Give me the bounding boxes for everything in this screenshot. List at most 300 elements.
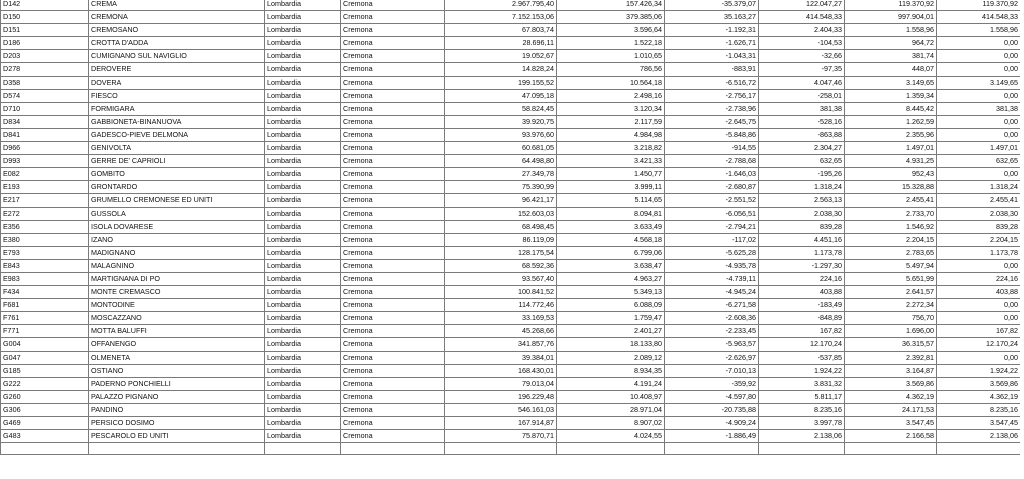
table-cell[interactable]: 58.824,45 (445, 102, 557, 115)
table-cell[interactable]: 28.971,04 (557, 403, 665, 416)
table-cell[interactable]: MARTIGNANA DI PO (89, 272, 265, 285)
table-cell[interactable]: -117,02 (665, 233, 759, 246)
table-cell[interactable]: Cremona (341, 50, 445, 63)
table-cell[interactable]: 196.229,48 (445, 390, 557, 403)
table-cell[interactable]: 1.558,96 (845, 24, 937, 37)
table-cell[interactable]: 14.828,24 (445, 63, 557, 76)
table-cell[interactable]: D151 (1, 24, 89, 37)
table-cell[interactable]: 12.170,24 (937, 338, 1021, 351)
table-cell[interactable]: Lombardia (265, 181, 341, 194)
table-cell[interactable]: Lombardia (265, 194, 341, 207)
table-cell[interactable]: PERSICO DOSIMO (89, 417, 265, 430)
table-cell[interactable]: D993 (1, 155, 89, 168)
table-cell[interactable] (759, 443, 845, 455)
table-cell[interactable]: -32,66 (759, 50, 845, 63)
table-cell[interactable]: 79.013,04 (445, 377, 557, 390)
table-cell[interactable]: Cremona (341, 417, 445, 430)
table-cell[interactable]: 5.114,65 (557, 194, 665, 207)
table-cell[interactable]: GUSSOLA (89, 207, 265, 220)
table-cell[interactable]: 1.318,24 (759, 181, 845, 194)
table-cell[interactable]: G004 (1, 338, 89, 351)
table-cell[interactable]: 114.772,46 (445, 299, 557, 312)
table-cell[interactable]: -2.608,36 (665, 312, 759, 325)
table-cell[interactable]: 4.191,24 (557, 377, 665, 390)
table-cell[interactable]: MOTTA BALUFFI (89, 325, 265, 338)
table-cell[interactable]: 0,00 (937, 63, 1021, 76)
table-cell[interactable]: -2.680,87 (665, 181, 759, 194)
table-cell[interactable]: 1.558,96 (937, 24, 1021, 37)
table-cell[interactable]: GERRE DE' CAPRIOLI (89, 155, 265, 168)
table-cell[interactable]: Cremona (341, 37, 445, 50)
table-cell[interactable]: 1.173,78 (759, 246, 845, 259)
table-cell[interactable]: 0,00 (937, 128, 1021, 141)
table-cell[interactable]: Cremona (341, 102, 445, 115)
table-cell[interactable]: 2.967.795,40 (445, 0, 557, 11)
table-cell[interactable]: 2.117,59 (557, 115, 665, 128)
table-cell[interactable]: OFFANENGO (89, 338, 265, 351)
table-cell[interactable]: 403,88 (759, 286, 845, 299)
table-cell[interactable]: 75.390,99 (445, 181, 557, 194)
table-cell[interactable]: 39.920,75 (445, 115, 557, 128)
table-cell[interactable]: 3.164,87 (845, 364, 937, 377)
table-cell[interactable]: D710 (1, 102, 89, 115)
table-cell[interactable]: -359,92 (665, 377, 759, 390)
table-cell[interactable]: 632,65 (759, 155, 845, 168)
table-cell[interactable]: 75.870,71 (445, 430, 557, 443)
table-cell[interactable]: D966 (1, 142, 89, 155)
table-cell[interactable]: 2.304,27 (759, 142, 845, 155)
table-cell[interactable]: GENIVOLTA (89, 142, 265, 155)
table-cell[interactable]: 2.455,41 (937, 194, 1021, 207)
table-cell[interactable]: 167.914,87 (445, 417, 557, 430)
table-cell[interactable]: OLMENETA (89, 351, 265, 364)
table-cell[interactable]: Cremona (341, 168, 445, 181)
table-cell[interactable]: 1.759,47 (557, 312, 665, 325)
table-cell[interactable]: 1.696,00 (845, 325, 937, 338)
table-cell[interactable]: 3.999,11 (557, 181, 665, 194)
table-cell[interactable]: -4.909,24 (665, 417, 759, 430)
table-cell[interactable]: DOVERA (89, 76, 265, 89)
table-cell[interactable]: 379.385,06 (557, 11, 665, 24)
table-cell[interactable]: 414.548,33 (759, 11, 845, 24)
table-cell[interactable]: 403,88 (937, 286, 1021, 299)
table-cell[interactable]: D186 (1, 37, 89, 50)
table-cell[interactable]: Lombardia (265, 325, 341, 338)
table-cell[interactable]: Lombardia (265, 364, 341, 377)
table-cell[interactable]: 0,00 (937, 50, 1021, 63)
table-cell[interactable]: -5.625,28 (665, 246, 759, 259)
table-cell[interactable]: -2.756,17 (665, 89, 759, 102)
table-cell[interactable]: Cremona (341, 246, 445, 259)
table-cell[interactable]: 60.681,05 (445, 142, 557, 155)
table-cell[interactable]: 3.421,33 (557, 155, 665, 168)
table-cell[interactable]: -2.788,68 (665, 155, 759, 168)
table-cell[interactable]: 1.924,22 (937, 364, 1021, 377)
table-cell[interactable]: 5.811,17 (759, 390, 845, 403)
table-cell[interactable]: 39.384,01 (445, 351, 557, 364)
table-cell[interactable]: 199.155,52 (445, 76, 557, 89)
table-cell[interactable]: 2.355,96 (845, 128, 937, 141)
table-cell[interactable]: 3.149,65 (937, 76, 1021, 89)
table-cell[interactable]: -1.886,49 (665, 430, 759, 443)
table-cell[interactable]: -1.646,03 (665, 168, 759, 181)
table-cell[interactable]: -35.379,07 (665, 0, 759, 11)
table-cell[interactable]: E272 (1, 207, 89, 220)
table-cell[interactable]: 2.498,16 (557, 89, 665, 102)
table-cell[interactable]: 10.408,97 (557, 390, 665, 403)
table-cell[interactable]: MADIGNANO (89, 246, 265, 259)
table-cell[interactable]: 381,38 (759, 102, 845, 115)
table-cell[interactable]: -4.739,11 (665, 272, 759, 285)
table-cell[interactable]: -2.233,45 (665, 325, 759, 338)
table-cell[interactable]: Cremona (341, 403, 445, 416)
table-cell[interactable]: Lombardia (265, 24, 341, 37)
table-cell[interactable]: 47.095,18 (445, 89, 557, 102)
table-cell[interactable]: Cremona (341, 272, 445, 285)
table-cell[interactable]: 2.733,70 (845, 207, 937, 220)
table-cell[interactable]: 2.641,57 (845, 286, 937, 299)
table-cell[interactable]: 2.166,58 (845, 430, 937, 443)
table-cell[interactable]: Lombardia (265, 128, 341, 141)
table-cell[interactable]: 4.362,19 (937, 390, 1021, 403)
table-cell[interactable]: Lombardia (265, 286, 341, 299)
table-cell[interactable]: -528,16 (759, 115, 845, 128)
table-cell[interactable]: E843 (1, 259, 89, 272)
table-cell[interactable]: Cremona (341, 299, 445, 312)
table-cell[interactable]: 3.120,34 (557, 102, 665, 115)
table-cell[interactable]: CROTTA D'ADDA (89, 37, 265, 50)
table-cell[interactable]: 2.455,41 (845, 194, 937, 207)
table-cell[interactable]: 157.426,34 (557, 0, 665, 11)
table-cell[interactable]: 3.596,64 (557, 24, 665, 37)
table-cell[interactable]: PESCAROLO ED UNITI (89, 430, 265, 443)
table-cell[interactable]: 28.696,11 (445, 37, 557, 50)
table-cell[interactable]: 0,00 (937, 168, 1021, 181)
table-cell[interactable]: 8.235,16 (937, 403, 1021, 416)
table-cell[interactable]: -104,53 (759, 37, 845, 50)
table-cell[interactable]: 448,07 (845, 63, 937, 76)
table-cell[interactable]: D203 (1, 50, 89, 63)
table-cell[interactable]: 68.592,36 (445, 259, 557, 272)
table-cell[interactable]: 3.149,65 (845, 76, 937, 89)
table-cell[interactable]: Cremona (341, 364, 445, 377)
table-cell[interactable]: -2.551,52 (665, 194, 759, 207)
table-cell[interactable]: Lombardia (265, 0, 341, 11)
table-cell[interactable]: 15.328,88 (845, 181, 937, 194)
table-cell[interactable]: 8.934,35 (557, 364, 665, 377)
table-cell[interactable]: 128.175,54 (445, 246, 557, 259)
table-cell[interactable]: PALAZZO PIGNANO (89, 390, 265, 403)
table-cell[interactable]: Lombardia (265, 390, 341, 403)
table-cell[interactable]: 3.638,47 (557, 259, 665, 272)
table-cell[interactable]: 12.170,24 (759, 338, 845, 351)
table-cell[interactable]: -5.963,57 (665, 338, 759, 351)
table-cell[interactable]: 3.218,82 (557, 142, 665, 155)
table-cell[interactable] (845, 443, 937, 455)
table-cell[interactable]: Cremona (341, 63, 445, 76)
table-cell[interactable]: Lombardia (265, 155, 341, 168)
table-cell[interactable]: Lombardia (265, 220, 341, 233)
table-cell[interactable]: 632,65 (937, 155, 1021, 168)
table-cell[interactable]: -883,91 (665, 63, 759, 76)
table-cell[interactable]: D834 (1, 115, 89, 128)
table-cell[interactable]: 167,82 (759, 325, 845, 338)
table-cell[interactable]: 786,56 (557, 63, 665, 76)
table-cell[interactable]: -1.192,31 (665, 24, 759, 37)
table-cell[interactable]: 152.603,03 (445, 207, 557, 220)
table-cell[interactable]: 8.094,81 (557, 207, 665, 220)
table-cell[interactable]: CREMOSANO (89, 24, 265, 37)
table-cell[interactable]: PANDINO (89, 403, 265, 416)
table-cell[interactable]: Lombardia (265, 246, 341, 259)
table-cell[interactable]: 1.546,92 (845, 220, 937, 233)
table-cell[interactable]: G469 (1, 417, 89, 430)
table-cell[interactable]: G047 (1, 351, 89, 364)
table-cell[interactable]: 224,16 (937, 272, 1021, 285)
table-cell[interactable]: -1.043,31 (665, 50, 759, 63)
table-cell[interactable]: 3.569,86 (937, 377, 1021, 390)
table-cell[interactable]: D142 (1, 0, 89, 11)
table-cell[interactable]: 5.651,99 (845, 272, 937, 285)
table-cell[interactable]: 2.089,12 (557, 351, 665, 364)
table-cell[interactable] (89, 443, 265, 455)
table-cell[interactable]: 100.841,52 (445, 286, 557, 299)
table-cell[interactable] (557, 443, 665, 455)
table-cell[interactable]: Lombardia (265, 377, 341, 390)
table-cell[interactable]: 167,82 (937, 325, 1021, 338)
table-cell[interactable]: 0,00 (937, 115, 1021, 128)
table-cell[interactable]: -195,26 (759, 168, 845, 181)
table-cell[interactable]: -4.935,78 (665, 259, 759, 272)
table-cell[interactable]: -183,49 (759, 299, 845, 312)
table-cell[interactable]: 3.547,45 (937, 417, 1021, 430)
table-cell[interactable]: Cremona (341, 194, 445, 207)
table-cell[interactable]: 0,00 (937, 37, 1021, 50)
table-cell[interactable]: Cremona (341, 11, 445, 24)
table-cell[interactable]: 24.171,53 (845, 403, 937, 416)
table-cell[interactable]: -6.271,58 (665, 299, 759, 312)
table-cell[interactable]: Lombardia (265, 312, 341, 325)
table-cell[interactable]: Cremona (341, 142, 445, 155)
table-cell[interactable]: 839,28 (759, 220, 845, 233)
table-cell[interactable]: F771 (1, 325, 89, 338)
table-cell[interactable]: 4.931,25 (845, 155, 937, 168)
table-cell[interactable]: E217 (1, 194, 89, 207)
table-cell[interactable]: Cremona (341, 181, 445, 194)
table-cell[interactable]: 341.857,76 (445, 338, 557, 351)
table-cell[interactable]: 168.430,01 (445, 364, 557, 377)
table-cell[interactable]: -20.735,88 (665, 403, 759, 416)
table-cell[interactable]: 1.318,24 (937, 181, 1021, 194)
table-cell[interactable]: 997.904,01 (845, 11, 937, 24)
table-cell[interactable]: D150 (1, 11, 89, 24)
table-cell[interactable]: 8.235,16 (759, 403, 845, 416)
table-cell[interactable]: ISOLA DOVARESE (89, 220, 265, 233)
table-cell[interactable] (341, 443, 445, 455)
table-cell[interactable]: FORMIGARA (89, 102, 265, 115)
table-cell[interactable]: 27.349,78 (445, 168, 557, 181)
table-cell[interactable]: 6.088,09 (557, 299, 665, 312)
table-cell[interactable]: Cremona (341, 259, 445, 272)
table-cell[interactable]: 6.799,06 (557, 246, 665, 259)
table-cell[interactable]: Lombardia (265, 89, 341, 102)
table-cell[interactable]: Lombardia (265, 142, 341, 155)
table-cell[interactable]: -97,35 (759, 63, 845, 76)
table-cell[interactable]: 2.563,13 (759, 194, 845, 207)
table-cell[interactable]: 122.047,27 (759, 0, 845, 11)
table-cell[interactable]: 4.047,46 (759, 76, 845, 89)
table-cell[interactable]: 1.522,18 (557, 37, 665, 50)
table-cell[interactable]: 35.163,27 (665, 11, 759, 24)
table-cell[interactable]: 1.497,01 (845, 142, 937, 155)
table-cell[interactable]: Cremona (341, 233, 445, 246)
table-cell[interactable]: MALAGNINO (89, 259, 265, 272)
table-cell[interactable]: 2.138,06 (937, 430, 1021, 443)
table-cell[interactable]: D358 (1, 76, 89, 89)
table-cell[interactable]: 45.268,66 (445, 325, 557, 338)
table-cell[interactable]: Lombardia (265, 403, 341, 416)
table-cell[interactable]: 381,74 (845, 50, 937, 63)
table-cell[interactable]: Lombardia (265, 37, 341, 50)
table-cell[interactable]: 93.976,60 (445, 128, 557, 141)
table-cell[interactable]: OSTIANO (89, 364, 265, 377)
table-cell[interactable]: Lombardia (265, 338, 341, 351)
table-cell[interactable]: E380 (1, 233, 89, 246)
table-cell[interactable]: Cremona (341, 430, 445, 443)
table-cell[interactable]: 0,00 (937, 312, 1021, 325)
table-cell[interactable]: -2.626,97 (665, 351, 759, 364)
table-cell[interactable]: G306 (1, 403, 89, 416)
table-cell[interactable]: 33.169,53 (445, 312, 557, 325)
table-cell[interactable]: 964,72 (845, 37, 937, 50)
table-cell[interactable]: 3.633,49 (557, 220, 665, 233)
table-cell[interactable]: 4.963,27 (557, 272, 665, 285)
table-cell[interactable]: 18.133,80 (557, 338, 665, 351)
table-cell[interactable]: 64.498,80 (445, 155, 557, 168)
table-cell[interactable]: 119.370,92 (845, 0, 937, 11)
table-cell[interactable]: E983 (1, 272, 89, 285)
table-cell[interactable]: 5.497,94 (845, 259, 937, 272)
table-cell[interactable]: 0,00 (937, 89, 1021, 102)
table-cell[interactable]: CREMA (89, 0, 265, 11)
table-cell[interactable]: G483 (1, 430, 89, 443)
table-cell[interactable]: Lombardia (265, 259, 341, 272)
table-cell[interactable]: 36.315,57 (845, 338, 937, 351)
table-cell[interactable]: 952,43 (845, 168, 937, 181)
table-cell[interactable]: 96.421,17 (445, 194, 557, 207)
table-cell[interactable]: Cremona (341, 76, 445, 89)
table-cell[interactable] (937, 443, 1021, 455)
table-cell[interactable]: GRUMELLO CREMONESE ED UNITI (89, 194, 265, 207)
table-cell[interactable]: -4.945,24 (665, 286, 759, 299)
table-cell[interactable]: Cremona (341, 155, 445, 168)
table-cell[interactable]: 93.567,40 (445, 272, 557, 285)
table-cell[interactable]: G260 (1, 390, 89, 403)
table-cell[interactable]: 2.392,81 (845, 351, 937, 364)
table-cell[interactable]: 1.497,01 (937, 142, 1021, 155)
table-cell[interactable]: DEROVERE (89, 63, 265, 76)
table-cell[interactable]: -4.597,80 (665, 390, 759, 403)
table-cell[interactable]: -7.010,13 (665, 364, 759, 377)
table-cell[interactable]: 67.803,74 (445, 24, 557, 37)
table-cell[interactable]: Cremona (341, 128, 445, 141)
table-cell[interactable]: F434 (1, 286, 89, 299)
table-cell[interactable]: -6.516,72 (665, 76, 759, 89)
table-cell[interactable]: -914,55 (665, 142, 759, 155)
table-cell[interactable]: 2.038,30 (937, 207, 1021, 220)
table-cell[interactable]: 19.052,67 (445, 50, 557, 63)
table-cell[interactable]: 2.272,34 (845, 299, 937, 312)
table-cell[interactable]: 1.450,77 (557, 168, 665, 181)
table-cell[interactable]: 4.362,19 (845, 390, 937, 403)
table-cell[interactable]: IZANO (89, 233, 265, 246)
table-cell[interactable]: 2.404,33 (759, 24, 845, 37)
table-cell[interactable]: -1.297,30 (759, 259, 845, 272)
table-cell[interactable]: D278 (1, 63, 89, 76)
table-cell[interactable]: 1.924,22 (759, 364, 845, 377)
table-cell[interactable]: 0,00 (937, 351, 1021, 364)
table-cell[interactable]: -2.738,96 (665, 102, 759, 115)
table-cell[interactable]: F681 (1, 299, 89, 312)
table-cell[interactable]: Lombardia (265, 115, 341, 128)
table-cell[interactable]: Lombardia (265, 351, 341, 364)
table-cell[interactable]: 10.564,18 (557, 76, 665, 89)
table-cell[interactable]: Cremona (341, 286, 445, 299)
table-cell[interactable]: 2.038,30 (759, 207, 845, 220)
table-cell[interactable]: -2.645,75 (665, 115, 759, 128)
table-cell[interactable]: Lombardia (265, 233, 341, 246)
table-cell[interactable]: G185 (1, 364, 89, 377)
table-cell[interactable]: -258,01 (759, 89, 845, 102)
table-cell[interactable]: Lombardia (265, 430, 341, 443)
table-cell[interactable]: Cremona (341, 390, 445, 403)
table-cell[interactable]: 2.401,27 (557, 325, 665, 338)
table-cell[interactable]: Cremona (341, 24, 445, 37)
table-cell[interactable]: MONTE CREMASCO (89, 286, 265, 299)
table-cell[interactable]: MOSCAZZANO (89, 312, 265, 325)
table-cell[interactable]: 4.984,98 (557, 128, 665, 141)
table-cell[interactable] (445, 443, 557, 455)
table-cell[interactable]: 7.152.153,06 (445, 11, 557, 24)
table-cell[interactable]: 546.161,03 (445, 403, 557, 416)
table-cell[interactable]: GADESCO-PIEVE DELMONA (89, 128, 265, 141)
table-cell[interactable]: 4.568,18 (557, 233, 665, 246)
table-cell[interactable]: -1.626,71 (665, 37, 759, 50)
table-cell[interactable]: Cremona (341, 351, 445, 364)
table-cell[interactable]: E193 (1, 181, 89, 194)
table-cell[interactable]: 224,16 (759, 272, 845, 285)
table-cell[interactable]: Lombardia (265, 168, 341, 181)
table-cell[interactable]: 414.548,33 (937, 11, 1021, 24)
table-cell[interactable]: 3.831,32 (759, 377, 845, 390)
table-cell[interactable]: 119.370,92 (937, 0, 1021, 11)
table-cell[interactable]: Cremona (341, 325, 445, 338)
table-cell[interactable]: 5.349,13 (557, 286, 665, 299)
table-cell[interactable] (265, 443, 341, 455)
table-cell[interactable]: 68.498,45 (445, 220, 557, 233)
table-cell[interactable]: 0,00 (937, 299, 1021, 312)
table-cell[interactable]: Lombardia (265, 102, 341, 115)
table-cell[interactable]: 1.173,78 (937, 246, 1021, 259)
table-cell[interactable]: Cremona (341, 377, 445, 390)
table-cell[interactable]: -848,89 (759, 312, 845, 325)
table-cell[interactable]: 2.783,65 (845, 246, 937, 259)
table-cell[interactable]: FIESCO (89, 89, 265, 102)
table-cell[interactable]: 2.204,15 (937, 233, 1021, 246)
table-cell[interactable]: -6.056,51 (665, 207, 759, 220)
table-cell[interactable]: Lombardia (265, 50, 341, 63)
table-cell[interactable]: 1.262,59 (845, 115, 937, 128)
